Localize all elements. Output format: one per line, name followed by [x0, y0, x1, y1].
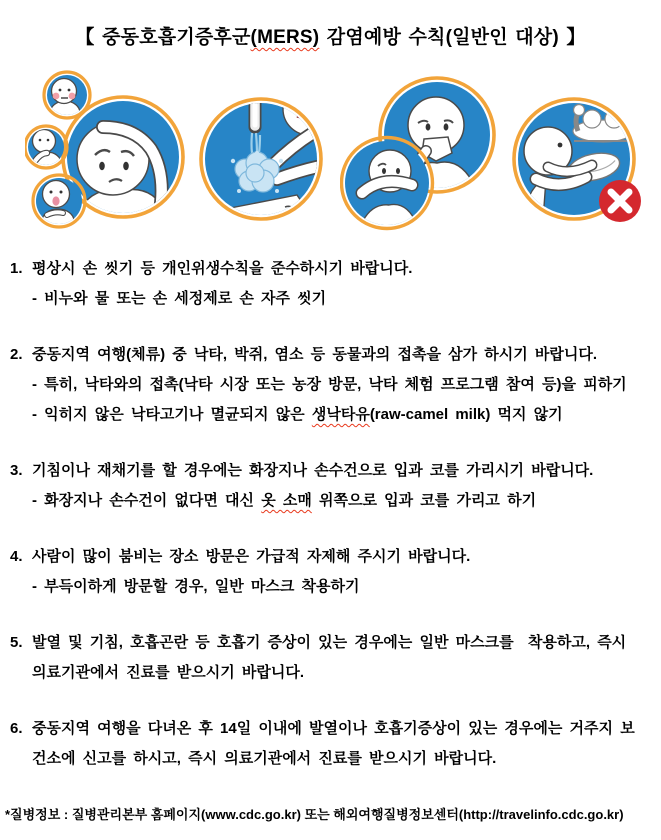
title-mers-misspell-squiggle: (MERS)	[250, 27, 320, 48]
no-raw-camel-milk-icon	[502, 69, 654, 234]
rule-5	[0, 628, 661, 688]
rule-6-line2: 건소에 신고를 하시고, 즉시 의료기관에서 진료를 받으시기 바랍니다.	[32, 750, 497, 767]
illustration-row	[0, 69, 661, 234]
hand-washing-icon	[193, 69, 328, 234]
raw-camel-milk-squiggle: 생낙타유	[311, 406, 370, 423]
rule-6-number: 6.	[10, 720, 23, 737]
rule-5-number: 5.	[10, 634, 23, 651]
prohibition-x-icon	[599, 180, 641, 222]
title-part1: 【 중동호흡기증후군	[75, 27, 251, 48]
rule-6	[0, 714, 661, 774]
rule-4-number: 4.	[10, 548, 23, 565]
rule-2	[0, 340, 661, 430]
rule-1-main: 평상시 손 씻기 등 개인위생수칙을 준수하시기 바랍니다.	[32, 260, 413, 277]
page-title	[0, 22, 661, 49]
rule-1	[0, 254, 661, 314]
rule-5-line2: 의료기관에서 진료를 받으시기 바랍니다.	[32, 664, 305, 681]
rule-2-main: 중동지역 여행(체류) 중 낙타, 박쥐, 염소 등 동물과의 접촉을 삼가 하시기 바랍니다.	[32, 346, 598, 363]
rule-3-number: 3.	[10, 462, 23, 479]
rule-2-sub1: - 특히, 낙타와의 접촉(낙타 시장 또는 농장 방문, 낙타 체험 프로그램 참여 등)을 피하기	[32, 376, 627, 393]
rule-3-sub: - 화장지나 손수건이 없다면 대신 옷 소매 위쪽으로 입과 코를 가리고 하기	[32, 492, 537, 509]
rule-4	[0, 542, 661, 602]
rule-list	[0, 254, 661, 774]
title-part2: 감염예방 수칙(일반인 대상) 】	[319, 27, 586, 48]
rule-4-sub: - 부득이하게 방문할 경우, 일반 마스크 착용하기	[32, 578, 360, 595]
rule-4-main: 사람이 많이 붐비는 장소 방문은 가급적 자제해 주시기 바랍니다.	[32, 548, 471, 565]
rule-2-sub2: - 익히지 않은 낙타고기나 멸균되지 않은 생낙타유(raw-camel milk) 먹지 않기	[32, 406, 563, 423]
rule-6-line1: 중동지역 여행을 다녀온 후 14일 이내에 발열이나 호흡기증상이 있는 경우에는 거주지 보	[32, 720, 635, 737]
rule-2-number: 2.	[10, 346, 23, 363]
rule-5-line1: 발열 및 기침, 호흡곤란 등 호흡기 증상이 있는 경우에는 일반 마스크를 착용하고, 즉시	[32, 634, 627, 651]
rule-1-sub: - 비누와 물 또는 손 세정제로 손 자주 씻기	[32, 290, 327, 307]
rule-3-main: 기침이나 재채기를 할 경우에는 화장지나 손수건으로 입과 코를 가리시기 바랍니다.	[32, 462, 594, 479]
sleeve-squiggle: 옷 소매	[261, 492, 312, 509]
rule-3	[0, 456, 661, 516]
rule-1-number: 1.	[10, 260, 23, 277]
fever-symptoms-icon	[25, 69, 185, 234]
cover-cough-icon	[340, 69, 500, 234]
disease-info-footnote: *질병정보 : 질병관리본부 홈페이지(www.cdc.go.kr) 또는 해외여행질병정보센터(http://travelinfo.cdc.go.kr)	[5, 807, 624, 822]
